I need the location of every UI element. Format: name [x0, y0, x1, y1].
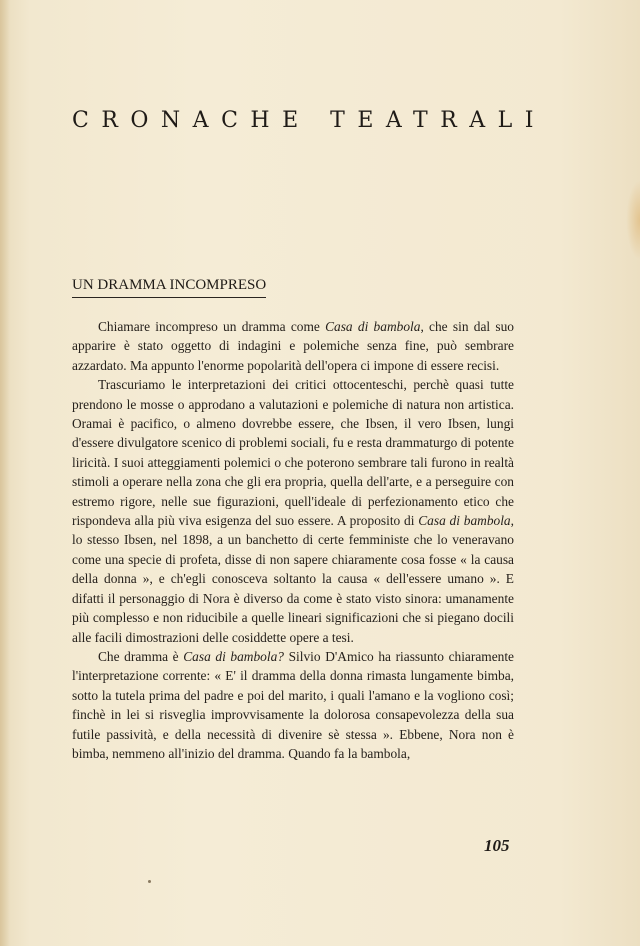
paragraph-2 — [72, 375, 514, 647]
text-run: , che sin dal suo apparire è stato oggetto di indagini e polemiche senza fine, può sembrare azzardato. Ma appunto l'enorme popolarità dell'opera ci impone di essere recisi. — [72, 319, 514, 373]
article-body — [72, 317, 514, 763]
section-title: CRONACHE TEATRALI — [72, 108, 546, 133]
text-run: Trascuriamo le interpretazioni dei critici ottocenteschi, perchè quasi tutte prendono le mosse o approdano a valutazioni e polemiche di natura non artistica. Oramai è pacifico, o almeno dovrebbe essere, che Ibsen, il vero Ibsen, lungi d'essere divulgatore scenico di problemi sociali, fu e resta drammaturgo di potente liricità. I suoi atteggiamenti polemici o che poterono sembrare tali furono in realtà stimoli a operare nella zona che gli era propria, quella dell'arte, e a perseguire con estremo rigore, nelle sue figurazioni, quell'ideale di perfezionamento etico che rispondeva alla più viva esigenza del suo essere. A proposito di — [72, 377, 514, 529]
page-number: 105 — [484, 836, 510, 855]
paragraph-3 — [72, 647, 514, 763]
ink-speck — [148, 880, 151, 883]
text-run: Chiamare incompreso un dramma come — [98, 319, 326, 334]
page-binding-shadow — [0, 0, 10, 946]
paper-stain — [626, 180, 640, 260]
text-run-italic: Casa di bambola — [325, 319, 421, 334]
text-run: Che dramma è — [98, 648, 184, 664]
text-run: , lo stesso Ibsen, nel 1898, a un banchetto di certe femministe che lo veneravano come una specie di profeta, disse di non sapere chiaramente cosa fosse « la causa della donna », e ch'egli conosceva soltanto la causa « dell'essere umano ». E difatti il personaggio di Nora è diverso da come è stato visto sinora: umanamente più complesso e non riducibile a quelle lineari significazioni che si piegano docili alle facili dimostrazioni delle cosiddette opere a tesi. — [72, 513, 514, 645]
text-run: Silvio D'Amico ha riassunto chiaramente l'interpretazione corrente: « E' il dramma della donna rimasta lungamente bimba, sotto la tutela prima del padre e poi del marito, i quali l'amano e la vogliono così; finchè in lei si risveglia improvvisamente la dolorosa consapevolezza della sua futile passività, e della necessità di divenire sè stessa ». Ebbene, Nora non è bimba, nemmeno all'inizio del dramma. Quando fa la bambola, — [72, 648, 514, 761]
paragraph-1 — [72, 317, 514, 375]
text-run-italic: Casa di bambola — [418, 513, 511, 529]
article-title: UN DRAMMA INCOMPRESO — [72, 277, 266, 298]
text-run-italic: Casa di bambola? — [183, 648, 284, 664]
